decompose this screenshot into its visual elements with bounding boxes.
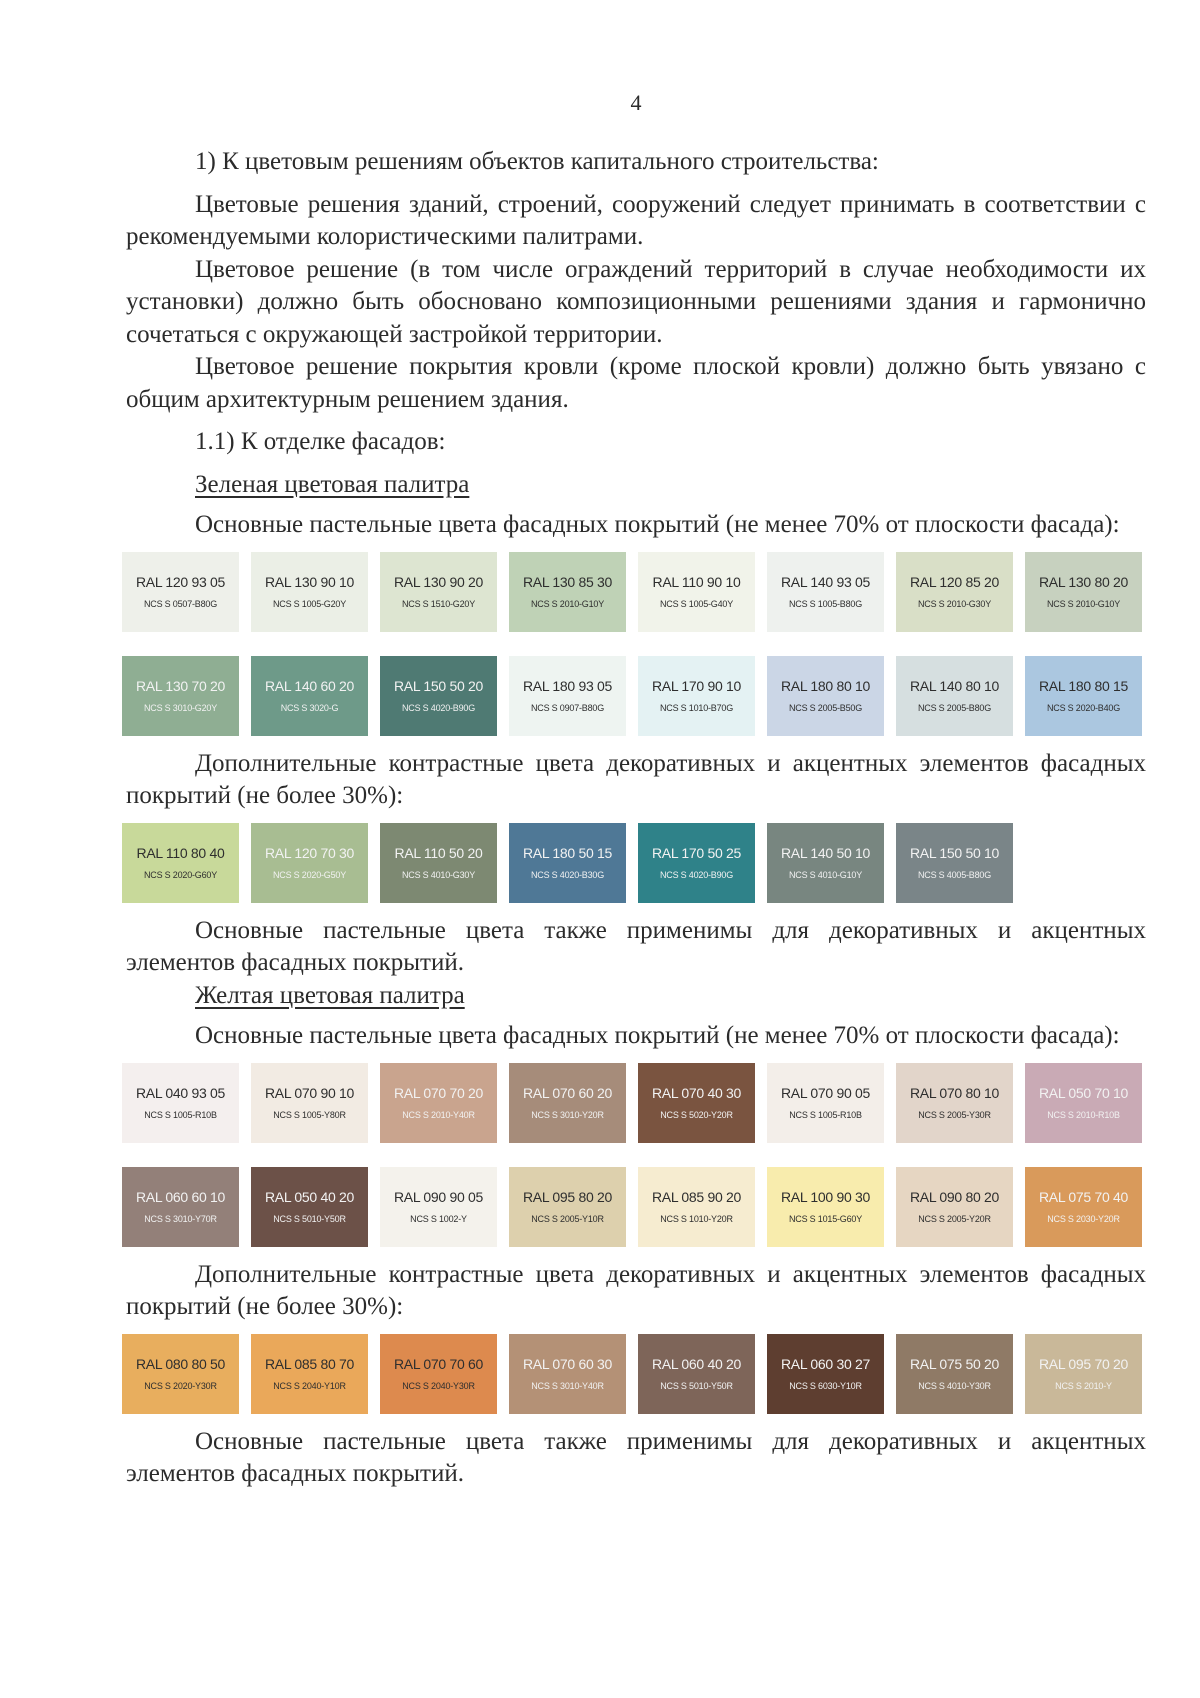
color-swatch [638,1334,755,1414]
ral-code: RAL 140 50 10 [781,845,870,861]
color-swatch [509,656,626,736]
ncs-code: NCS S 1002-Y [410,1214,467,1224]
ral-code: RAL 090 80 20 [910,1189,999,1205]
color-swatch [767,1167,884,1247]
ral-code: RAL 170 50 25 [652,845,741,861]
ncs-code: NCS S 2005-Y10R [531,1214,604,1224]
color-swatch [380,823,497,903]
color-swatch [122,823,239,903]
color-swatch [896,1334,1013,1414]
ncs-code: NCS S 4010-G10Y [788,870,863,880]
ral-code: RAL 060 30 27 [781,1356,870,1372]
color-swatch [251,1063,368,1143]
color-swatch [380,1063,497,1143]
ncs-code: NCS S 1005-G40Y [659,599,734,609]
ncs-code: NCS S 4020-B90G [659,870,734,880]
ncs-code: NCS S 1010-Y20R [660,1214,733,1224]
ncs-code: NCS S 2020-B40G [1046,703,1121,713]
ral-code: RAL 040 93 05 [136,1085,225,1101]
green-accent-palette [122,823,1146,903]
ncs-code: NCS S 2010-G10Y [530,599,605,609]
green-accent-caption: Дополнительные контрастные цвета декоративных и акцентных элементов фасадных покрытий (не более 30%): [126,749,1146,809]
ncs-code: NCS S 4005-B80G [917,870,992,880]
color-swatch [122,656,239,736]
color-swatch [251,1334,368,1414]
ncs-code: NCS S 2005-Y30R [918,1110,991,1120]
ral-code: RAL 130 70 20 [136,678,225,694]
yellow-palette-heading: Желтая цветовая палитра [195,981,465,1009]
color-swatch [509,552,626,632]
paragraph-fencing: Цветовое решение (в том числе ограждений территорий в случае необходимости их установки) должно быть обосновано композиционными решениями здания и гармонично сочетаться с окружающей застройкой территории. [126,255,1146,348]
color-swatch [509,823,626,903]
green-main-caption: Основные пастельные цвета фасадных покрытий (не менее 70% от плоскости фасада): [195,511,1120,538]
page-number: 4 [630,90,642,115]
ncs-code: NCS S 3010-Y40R [531,1381,604,1391]
ral-code: RAL 140 93 05 [781,574,870,590]
ral-code: RAL 120 85 20 [910,574,999,590]
color-swatch [1025,1063,1142,1143]
ral-code: RAL 085 80 70 [265,1356,354,1372]
ral-code: RAL 070 90 05 [781,1085,870,1101]
ncs-code: NCS S 6030-Y10R [789,1381,862,1391]
color-swatch [638,552,755,632]
ral-code: RAL 080 80 50 [136,1356,225,1372]
color-swatch [767,656,884,736]
ral-code: RAL 070 90 10 [265,1085,354,1101]
ncs-code: NCS S 0507-B80G [143,599,218,609]
color-swatch [122,1063,239,1143]
ral-code: RAL 050 70 10 [1039,1085,1128,1101]
color-swatch [896,1167,1013,1247]
yellow-main-palette [122,1063,1146,1247]
ncs-code: NCS S 1005-Y80R [273,1110,346,1120]
ral-code: RAL 150 50 20 [394,678,483,694]
ncs-code: NCS S 3010-Y70R [144,1214,217,1224]
ral-code: RAL 130 90 10 [265,574,354,590]
paragraph-color-solutions: Цветовые решения зданий, строений, сооружений следует принимать в соответствии с рекомендуемыми колористическими палитрами. [126,190,1146,250]
ral-code: RAL 110 90 10 [652,574,741,590]
color-swatch [896,656,1013,736]
ral-code: RAL 070 40 30 [652,1085,741,1101]
color-swatch [251,552,368,632]
color-swatch [1025,1334,1142,1414]
ncs-code: NCS S 2005-B80G [917,703,992,713]
ral-code: RAL 130 80 20 [1039,574,1128,590]
ral-code: RAL 130 85 30 [523,574,612,590]
ncs-code: NCS S 2010-R10B [1047,1110,1120,1120]
ncs-code: NCS S 4010-Y30R [918,1381,991,1391]
ncs-code: NCS S 2020-G60Y [143,870,218,880]
ral-code: RAL 090 90 05 [394,1189,483,1205]
ncs-code: NCS S 1510-G20Y [401,599,476,609]
ral-code: RAL 130 90 20 [394,574,483,590]
ral-code: RAL 070 70 60 [394,1356,483,1372]
ral-code: RAL 070 60 30 [523,1356,612,1372]
ral-code: RAL 180 80 10 [781,678,870,694]
color-swatch [1025,1167,1142,1247]
color-swatch [638,656,755,736]
ncs-code: NCS S 2020-Y30R [144,1381,217,1391]
color-swatch [380,656,497,736]
color-swatch [896,823,1013,903]
ral-code: RAL 075 70 40 [1039,1189,1128,1205]
ncs-code: NCS S 1005-B80G [788,599,863,609]
ncs-code: NCS S 4020-B90G [401,703,476,713]
color-swatch [509,1063,626,1143]
color-swatch [251,823,368,903]
ral-code: RAL 070 60 20 [523,1085,612,1101]
ral-code: RAL 095 80 20 [523,1189,612,1205]
ral-code: RAL 120 93 05 [136,574,225,590]
ncs-code: NCS S 2005-B50G [788,703,863,713]
color-swatch [1025,656,1142,736]
color-swatch [767,823,884,903]
ncs-code: NCS S 3020-G [280,703,339,713]
ral-code: RAL 070 80 10 [910,1085,999,1101]
ral-code: RAL 070 70 20 [394,1085,483,1101]
ral-code: RAL 140 60 20 [265,678,354,694]
ncs-code: NCS S 5010-Y50R [660,1381,733,1391]
ral-code: RAL 110 50 20 [394,845,483,861]
color-swatch [638,1167,755,1247]
color-swatch [767,552,884,632]
green-palette-heading: Зеленая цветовая палитра [195,470,470,498]
color-swatch [251,656,368,736]
ral-code: RAL 180 80 15 [1039,678,1128,694]
ncs-code: NCS S 2040-Y30R [402,1381,475,1391]
ral-code: RAL 140 80 10 [910,678,999,694]
color-swatch [251,1167,368,1247]
color-swatch [122,1167,239,1247]
ral-code: RAL 150 50 10 [910,845,999,861]
color-swatch [380,1334,497,1414]
ral-code: RAL 060 60 10 [136,1189,225,1205]
color-swatch [380,552,497,632]
ral-code: RAL 110 80 40 [136,845,225,861]
yellow-main-caption: Основные пастельные цвета фасадных покрытий (не менее 70% от плоскости фасада): [195,1022,1120,1049]
green-note: Основные пастельные цвета также применимы для декоративных и акцентных элементов фасадных покрытий. [126,916,1146,976]
ral-code: RAL 100 90 30 [781,1189,870,1205]
ncs-code: NCS S 4010-G30Y [401,870,476,880]
color-swatch [638,823,755,903]
ncs-code: NCS S 2020-G50Y [272,870,347,880]
ncs-code: NCS S 1005-G20Y [272,599,347,609]
ral-code: RAL 075 50 20 [910,1356,999,1372]
ral-code: RAL 170 90 10 [652,678,741,694]
color-swatch [509,1334,626,1414]
ncs-code: NCS S 2030-Y20R [1047,1214,1120,1224]
ncs-code: NCS S 4020-B30G [530,870,605,880]
ral-code: RAL 060 40 20 [652,1356,741,1372]
ncs-code: NCS S 2010-Y [1055,1381,1112,1391]
color-swatch [896,1063,1013,1143]
ncs-code: NCS S 5010-Y50R [273,1214,346,1224]
color-swatch [638,1063,755,1143]
color-swatch [122,552,239,632]
color-swatch [122,1334,239,1414]
yellow-note: Основные пастельные цвета также применимы для декоративных и акцентных элементов фасадных покрытий. [126,1427,1146,1487]
ncs-code: NCS S 1005-R10B [789,1110,862,1120]
ncs-code: NCS S 2005-Y20R [918,1214,991,1224]
color-swatch [509,1167,626,1247]
ral-code: RAL 095 70 20 [1039,1356,1128,1372]
color-swatch [380,1167,497,1247]
ncs-code: NCS S 2010-G10Y [1046,599,1121,609]
yellow-accent-palette [122,1334,1146,1414]
green-main-palette [122,552,1146,736]
ncs-code: NCS S 3010-Y20R [531,1110,604,1120]
ncs-code: NCS S 0907-B80G [530,703,605,713]
ral-code: RAL 085 90 20 [652,1189,741,1205]
ncs-code: NCS S 3010-G20Y [143,703,218,713]
color-swatch [1025,552,1142,632]
ral-code: RAL 180 93 05 [523,678,612,694]
color-swatch [896,552,1013,632]
intro-item: 1) К цветовым решениям объектов капитального строительства: [195,148,879,175]
ncs-code: NCS S 1010-B70G [659,703,734,713]
yellow-accent-caption: Дополнительные контрастные цвета декоративных и акцентных элементов фасадных покрытий (не более 30%): [126,1260,1146,1320]
subitem-facades: 1.1) К отделке фасадов: [195,428,446,455]
ncs-code: NCS S 2040-Y10R [273,1381,346,1391]
ncs-code: NCS S 2010-G30Y [917,599,992,609]
ral-code: RAL 050 40 20 [265,1189,354,1205]
color-swatch [767,1063,884,1143]
ncs-code: NCS S 2010-Y40R [402,1110,475,1120]
color-swatch [767,1334,884,1414]
ncs-code: NCS S 1005-R10B [144,1110,217,1120]
ral-code: RAL 120 70 30 [265,845,354,861]
ncs-code: NCS S 1015-G60Y [788,1214,863,1224]
ral-code: RAL 180 50 15 [523,845,612,861]
paragraph-roof: Цветовое решение покрытия кровли (кроме плоской кровли) должно быть увязано с общим архитектурным решением здания. [126,353,1146,413]
ncs-code: NCS S 5020-Y20R [660,1110,733,1120]
